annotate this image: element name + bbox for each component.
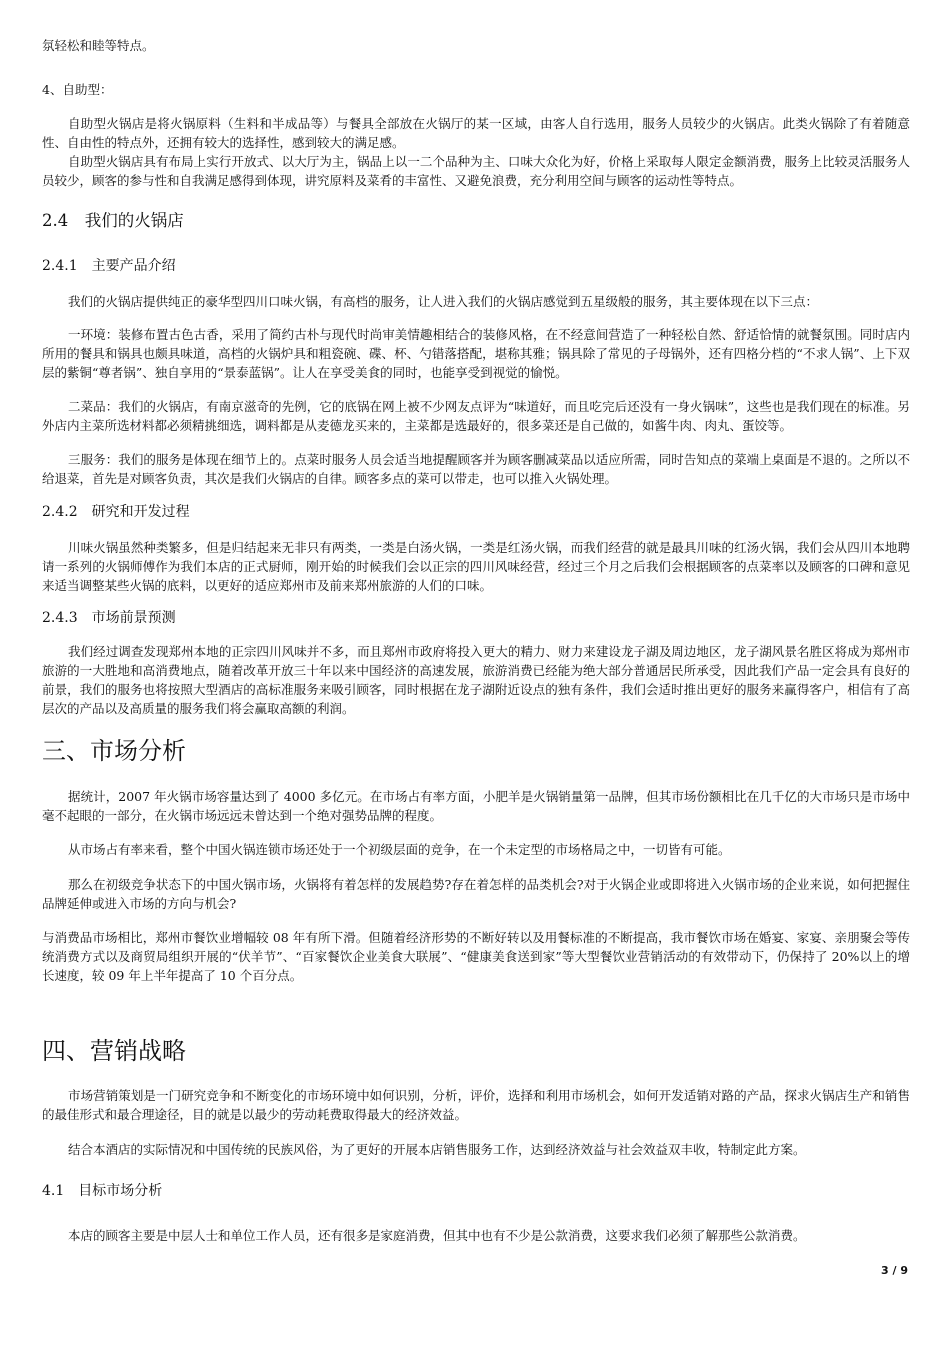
paragraph-market-share: 从市场占有率来看，整个中国火锅连锁市场还处于一个初级层面的竞争，在一个未定型的市场格局之中，一切皆有可能。 (68, 842, 731, 857)
chapter-heading-marketing-strategy: 四、营销战略 (42, 1037, 186, 1065)
paragraph-consumer-market: 与消费品市场相比，郑州市餐饮业增幅较 08 年有所下滑。但随着经济形势的不断好转以及用餐标准的不断提高，我市餐饮市场在婚宴、家宴、亲朋聚会等传统消费方式以及商贸局组织开展的“伏羊节”、“百家餐饮企业美食大联展”、“健康美食送到家”等大型餐饮业营销活动的有效带动下，仍保持了 20%以上的增长速度，较 09 年上半年提高了 10 个百分点。 (42, 930, 910, 983)
subheading-self-service: 4、自助型： (42, 82, 113, 97)
section-heading-4-1: 4.1 目标市场分析 (42, 1183, 163, 1199)
paragraph-statistics: 据统计，2007 年火锅市场容量达到了 4000 多亿元。在市场占有率方面，小肥羊是火锅销量第一品牌，但其市场份额相比在几千亿的大市场只是市场中毫不起眼的一部分，在火锅市场远远未曾达到一个绝对强势品牌的程度。 (42, 789, 910, 823)
paragraph-plan-purpose: 结合本酒店的实际情况和中国传统的民族风俗，为了更好的开展本店销售服务工作，达到经济效益与社会效益双丰收，特制定此方案。 (68, 1142, 806, 1157)
paragraph-market-outlook: 我们经过调查发现郑州本地的正宗四川风味并不多，而且郑州市政府将投入更大的精力、财力来建设龙子湖及周边地区，龙子湖风景名胜区将成为郑州市旅游的一大胜地和高消费地点，随着改革开放三十年以来中国经济的高速发展，旅游消费已经能为绝大部分普通居民所承受，因此我们产品一定会具有良好的前景，我们的服务也将按照大型酒店的高标准服务来吸引顾客，同时根据在龙子湖附近设点的独有条件，我们会适时推出更好的服务来赢得客户，相信有了高层次的产品以及高质量的服务我们将会赢取高额的利润。 (42, 644, 910, 716)
paragraph-service: 三服务：我们的服务是体现在细节上的。点菜时服务人员会适当地提醒顾客并为顾客删减菜品以适应所需，同时告知点的菜端上桌面是不退的。之所以不给退菜，首先是对顾客负责，其次是我们火锅店的自律。顾客多点的菜可以带走，也可以推入火锅处理。 (42, 452, 910, 486)
paragraph-environment: 一环境：装修布置古色古香，采用了简约古朴与现代时尚审美情趣相结合的装修风格，在不经意间营造了一种轻松自然、舒适恰情的就餐氛围。同时店内所用的餐具和锅具也颇具味道，高档的火锅炉具和粗瓷碗、碟、杯、勺错落搭配，堪称其雅；锅具除了常见的子母锅外，还有四格分档的“不求人锅”、上下双层的紫铜“尊者锅”、独自享用的“景泰蓝锅”。让人在享受美食的同时，也能享受到视觉的愉悦。 (42, 327, 910, 380)
section-heading-2-4-2: 2.4.2 研究和开发过程 (42, 504, 190, 520)
paragraph-trend-question: 那么在初级竞争状态下的中国火锅市场，火锅将有着怎样的发展趋势?存在着怎样的品类机会?对于火锅企业或即将进入火锅市场的企业来说，如何把握住品牌延伸或进入市场的方向与机会? (42, 877, 910, 911)
paragraph-self-service-2: 自助型火锅店具有布局上实行开放式、以大厅为主，锅品上以一二个品种为主、口味大众化为好，价格上采取每人限定金额消费，服务上比较灵活服务人员较少，顾客的参与性和自我满足感得到体现，讲究原料及菜肴的丰富性、又避免浪费，充分利用空间与顾客的运动性等特点。 (42, 154, 910, 188)
paragraph-continuation: 氛轻松和睦等特点。 (42, 38, 155, 53)
paragraph-target-customers: 本店的顾客主要是中层人士和单位工作人员，还有很多是家庭消费，但其中也有不少是公款消费，这要求我们必须了解那些公款消费。 (68, 1228, 806, 1243)
paragraph-product-intro: 我们的火锅店提供纯正的豪华型四川口味火锅，有高档的服务，让人进入我们的火锅店感觉到五星级般的服务，其主要体现在以下三点： (68, 294, 819, 309)
page-number: 3 / 9 (881, 1264, 908, 1277)
paragraph-marketing-planning: 市场营销策划是一门研究竞争和不断变化的市场环境中如何识别，分析，评价，选择和利用市场机会，如何开发适销对路的产品，探求火锅店生产和销售的最佳形式和最合理途径，目的就是以最少的劳动耗费取得最大的经济效益。 (42, 1088, 910, 1122)
section-heading-2-4: 2.4 我们的火锅店 (42, 211, 184, 230)
section-heading-2-4-3: 2.4.3 市场前景预测 (42, 610, 176, 626)
paragraph-research: 川味火锅虽然种类繁多，但是归结起来无非只有两类，一类是白汤火锅，一类是红汤火锅，而我们经营的就是最具川味的红汤火锅，我们会从四川本地聘请一系列的火锅师傅作为我们本店的正式厨师，刚开始的时候我们会以正宗的四川风味经营，经过三个月之后我们会根据顾客的点菜率以及顾客的口碑和意见来适当调整某些火锅的底料，以更好的适应郑州市及前来郑州旅游的人们的口味。 (42, 540, 910, 593)
paragraph-dishes: 二菜品：我们的火锅店，有南京滋奇的先例，它的底锅在网上被不少网友点评为“味道好，而且吃完后还没有一身火锅味”，这些也是我们现在的标准。另外店内主菜所选材料都必须精挑细选，调料都是从麦德龙买来的，主菜都是选最好的，很多菜还是自己做的，如酱牛肉、肉丸、蛋饺等。 (42, 399, 910, 433)
paragraph-self-service-1: 自助型火锅店是将火锅原料（生料和半成品等）与餐具全部放在火锅厅的某一区域，由客人自行选用，服务人员较少的火锅店。此类火锅除了有着随意性、自由性的特点外，还拥有较大的选择性，感到较大的满足感。 (42, 116, 910, 150)
chapter-heading-market-analysis: 三、市场分析 (42, 737, 186, 765)
section-heading-2-4-1: 2.4.1 主要产品介绍 (42, 258, 176, 274)
